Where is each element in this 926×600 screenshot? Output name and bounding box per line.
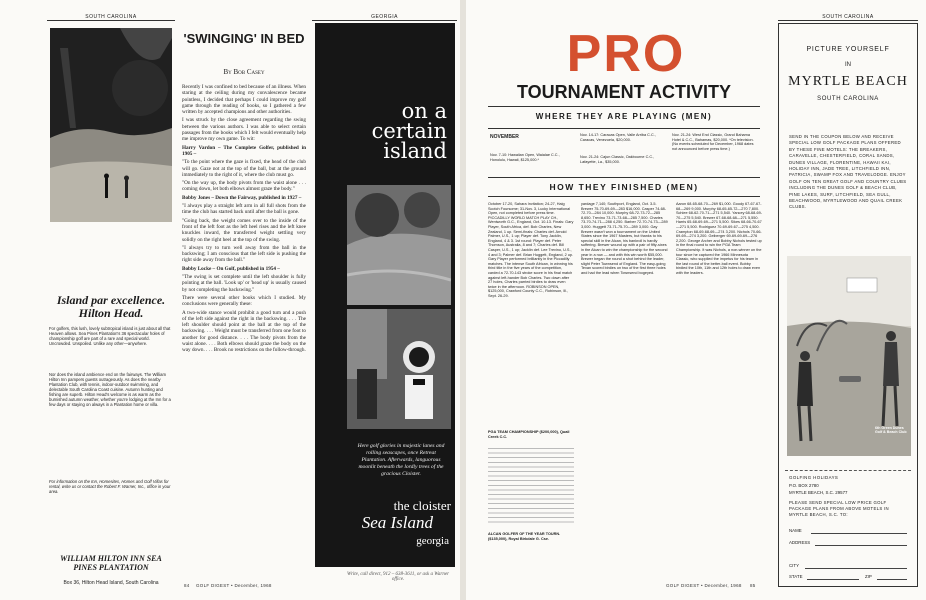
coupon-zip-field[interactable]	[877, 579, 907, 580]
coupon-state-label: STATE	[789, 574, 803, 579]
hilton-photo	[50, 28, 172, 222]
left-page-number: 84	[184, 583, 190, 588]
results-placeholder	[488, 446, 574, 524]
coupon-text: PLEASE SEND SPECIAL LOW PRICE GOLF PACKAGE PLANS FROM ABOVE MOTELS IN MYRTLE BEACH, S.C. TO:	[789, 500, 889, 517]
coupon-title: GOLFING HOLIDAYS	[789, 475, 839, 480]
right-footer-title: GOLF DIGEST • December, 1968	[666, 583, 742, 588]
left-page	[0, 0, 460, 600]
sea-island-state: georgia	[416, 535, 449, 547]
pro-title: TOURNAMENT ACTIVITY	[517, 82, 731, 102]
article-paragraph: "I always play a straight left arm in all full shots from the time the club has started back until after the ball is gone.	[182, 203, 306, 216]
coupon-city-label: CITY	[789, 563, 800, 568]
coupon-zip-label: ZIP	[865, 574, 872, 579]
myrtle-ad	[778, 14, 918, 594]
myrtle-header: SOUTH CAROLINA	[778, 14, 918, 21]
results-column-2: yardage 7,140; Southport, England, Oct. 3-5. Brewer 75-70-69-69—283 $16,000. Casper 74-68-72-70—284 10,000. Murphy 68-72-73-72—285 8,650. Trevino 73-71-73-68—285 7,500. Charles 73-70-74-71—288 4,250. Barber 72-70-74-73—289 3,000. Huggett 73-71-75-70—289 3,000. Gay Brewer wasn't won a tournament on the United States since the 1967 Masters, but thanks to his special skill in the Alcan, his bankroll is hardly suffering. Brewer wound up with a pair of fifty-sixes in the Alcan to win the championship for the second year in a row — and with this win worth $55,000. Brewer began the round a shot behind the leader, slight Peter Townsend of England. The easy-going Texan scored birdies on two of the first three holes and had the lead when Townsend bogeyed.	[581, 202, 668, 275]
article-paragraph: Recently I was confined to bed because of an illness. When staring at the ceiling during my convalescence became pointless, I decided that perhaps I could improve my golf game through the reading of books, so I gathered a few written by accepted champions and other authorities.	[182, 84, 306, 116]
article-paragraph: Bobby Jones – Down the Fairway, published in 1927 –	[182, 194, 302, 201]
myrtle-headline-2: IN	[845, 62, 851, 68]
pro-subtitle: WHERE THEY ARE PLAYING (MEN)	[535, 112, 713, 121]
right-page	[466, 0, 926, 600]
coupon-divider	[785, 470, 911, 471]
article-paragraph: "I always try to turn well away from the ball in the backswing; I am conscious that the left side is pushing the right side away from the ball."	[182, 244, 306, 264]
coupon-address-2: MYRTLE BEACH, S.C. 29577	[789, 490, 848, 495]
hilton-address: Box 36, Hilton Head Island, South Carolina	[63, 580, 159, 586]
hilton-body: For golfers, this lush, lovely subtropical island is just about all that Heaven allows. Sea Pines Plantation's 36 spectacular holes of championship golf are part of a rare and special world. Uncrowded. Unspoiled. Unlike any other—anywhere.	[49, 326, 171, 346]
article-title: 'SWINGING' IN BED	[183, 31, 305, 46]
article-paragraph: "On the way up, the body pivots from the waist alone . . . coming down, let both elbows almost graze the body."	[182, 180, 306, 193]
hilton-logo: WILLIAM HILTON INN SEA PINES PLANTATION	[60, 554, 162, 572]
article-paragraph: There were several other books which I studied. My conclusions were generally these:	[182, 294, 306, 308]
team-header: PGA TEAM CHAMPIONSHIP ($200,000), Quail Creek C.C.	[488, 430, 570, 439]
coupon-state-field[interactable]	[807, 579, 859, 580]
myrtle-box	[778, 23, 918, 587]
results-table-1	[488, 446, 574, 526]
myrtle-body: SEND IN THE COUPON BELOW AND RECEIVE SPECIAL LOW GOLF PACKAGE PLANS OFFERED BY THESE FINE MOTELS: THE BREAKERS, CARAVELLE, CHESTERFIELD, CORAL SANDS, DUNES VILLAGE, FLORENTINE, HAWAII KAI, HOLIDAY INN, JADE TREE, LITCHFIELD INN, PATRICIA, SWAMP FOX AND TRAVELODGE. ENJOY GOLF ON TEN GREAT GOLF AND COUNTRY CLUBS INCLUDING THE DUNES GOLF & BEACH CLUB, PINE LAKES, SURF, LITCHFIELD, SEA GULL, BEACHWOOD, MYRTLEWOOD AND QUAIL CREEK CLUBS.	[789, 134, 907, 210]
pro-big-title: PRO	[566, 25, 686, 83]
schedule-entry: Nov. 14-17: Caracas Open, Valle Arriba C.C., Caracas, Venezuela, $20,000.	[580, 133, 656, 142]
schedule-entry: Nov. 21-24: West End Classic, Grand Bahama Hotel & C.C., Bahamas, $20,000. *On television. (No events scheduled for December, 1968 dates not announced before press time.)	[672, 133, 754, 151]
sea-island-brand-script: Sea Island	[361, 513, 433, 532]
finished-title: HOW THEY FINISHED (MEN)	[549, 182, 699, 192]
hilton-headline: Island par excellence. Hilton Head.	[56, 293, 166, 320]
sea-island-photo-1	[347, 185, 451, 305]
myrtle-headline-3: MYRTLE BEACH	[788, 74, 908, 89]
article-body	[182, 84, 306, 588]
right-page-number: 85	[750, 583, 756, 588]
myrtle-photo-caption: 6th Green Dunes Golf & Beach Club	[875, 426, 907, 435]
hilton-body-3: For information on the Inn, Homesites, Homes and Golf Villas for rental, write us or contact the Robert F. Warner, Inc., office in your area.	[49, 479, 171, 494]
hilton-body-2: Nor does the island ambience end on the fairways. The William Hilton Inn pampers guests outrageously. As does the nearby Plantation Club, with tennis, indoor-outdoor swimming, and delectable South Carolina Coast cuisine. Autumn hunting and fishing are superb. Hilton Head's welcome is as warm as the burnished autumn weather, whether you're lodging at the Inn for a few days or staying on always in a Plantation home or villa.	[49, 372, 171, 407]
coupon-name-field[interactable]	[811, 533, 907, 534]
left-footer-title: GOLF DIGEST • December, 1968	[196, 583, 272, 588]
results-column-3: Aaron 68-65-68-70—269 $1,000. Goody 67-67-67-68—269 9,000. Murphy 68-65-65-72—270 7,800. Schlee 68-62-70-71—271 5,540. Yancey 68-68-69-70—275 5,540. Brewer 67-68-68-68—271 5,550. Harris 65-68-69-69—271 5,500. Sikes 68-66-70-67—271 5,500. Rodriguez 70-69-69-67—275 4,500. Crampton 68-69-68-69—274 3,200. Nichols 70-66-69-69—274 3,200. Geiberger 69-69-69-69—276 2,200. George Archer and Bobby Nichols tested up in the final round to win the PGA Team Championship. It was Nichols, a non-winner on the tour since he captured the 1966 Minnesota Classic, who supplied the impetus for his team in the last round of the better-ball event. Bobby birdied the 10th, 11th and 12th holes to draw even with the leaders.	[676, 202, 762, 275]
myrtle-headline-4: SOUTH CAROLINA	[817, 96, 879, 102]
coupon-name-label: NAME	[789, 528, 802, 533]
article-paragraph: Harry Vardon – The Complete Golfer, published in 1905 –	[182, 144, 306, 157]
article-paragraph: Bobby Locke – On Golf, published in 1954 –	[182, 265, 280, 272]
schedule-box	[488, 128, 760, 178]
article-paragraph: A two-wide stance would prohibit a good turn and a push of the left side against the right in the backswing. . . . The left shoulder should point at the ball at the top of the backswing. . . . Weight must be transferred from one foot to another for good distance. . . . The body pivots from the waist alone. . . . Both elbows should graze the body on the way down. . . . Brook no restrictions on the follow-through.	[182, 309, 306, 354]
schedule-month: NOVEMBER	[490, 134, 519, 140]
article-paragraph: I was struck by the close agreement regarding the swing between the various authors. I was able to select certain passages from the books which I felt would eventually help me improve my own game. To wit:	[182, 117, 306, 143]
sea-island-caption: Here golf glories in majestic lanes and rolling seascapes, once Retreat Plantation. Afterwards, languorous moonlit beneath the lordly trees of the gracious Cloister.	[357, 443, 445, 477]
sea-island-photo-2	[347, 309, 451, 429]
sea-island-ad	[312, 14, 457, 594]
alcan-header: ALCAN GOLFER OF THE YEAR TOURN. ($135,000), Royal Birkdale G. Cse.	[488, 532, 561, 541]
schedule-entry: Nov. 21-24: Cajun Classic, Oakbourne C.C., Lafayette, La., $35,000.	[580, 155, 655, 164]
sea-island-tagline: on a certain island	[371, 99, 447, 163]
article-paragraph: "To the point where the gaze is fixed, the head of the club will go. Gaze not at the top of the ball, but at the ground immediately to the right of it, where the club must go.	[182, 159, 306, 178]
coupon-address-1: P.O. BOX 2780	[789, 483, 819, 488]
hilton-ad	[47, 14, 177, 594]
coupon-address-field[interactable]	[815, 545, 907, 546]
sea-island-panel	[315, 23, 455, 567]
hilton-ad-header: SOUTH CAROLINA	[47, 14, 175, 21]
coupon-city-field[interactable]	[805, 568, 907, 569]
schedule-entry: Nov. 7-10: Hawaiian Open, Waialae C.C., Honolulu, Hawaii, $125,000.*	[490, 153, 560, 162]
sea-island-contact: Write, call direct, 912 – 638-3611, or ask a Warner office.	[346, 572, 450, 582]
pro-divider-mid	[488, 196, 760, 197]
sea-island-header: GEORGIA	[312, 14, 457, 21]
article-paragraph: "Going back, the weight comes over to the inside of the front of the left foot as the left heel rises and the left knee knuckles inward, the transferred weight settling very solidly on the right heel at the top of the swing.	[182, 217, 306, 243]
pro-divider-top	[488, 106, 760, 107]
myrtle-headline-1: PICTURE YOURSELF	[806, 46, 890, 53]
sea-island-brand: the cloister	[393, 498, 451, 513]
coupon-address-label: ADDRESS	[789, 540, 811, 545]
swinging-article	[182, 14, 306, 594]
results-column-1: October 17-20, Sahara Invitation; 24-27, Haig Scotch Foursome; 31-Nov. 3, Lucky International Open, not completed before press time. PICCADILLY WORLD MATCH PLAY CH., Wentworth G.C., England, Oct. 10-13. Finals: Gary Player, South Africa, def. Bob Charles, New Zealand, 1 up. Semi-finals: Charles def. Arnold Palmer, U.S., 1 up; Player def. Tony Jacklin, England, 4 & 3. 1st round: Player def. Peter Thomson, Australia, 8 and 7; Charles def. Bill Casper, U.S., 1 up; Jacklin def. Lee Trevino, U.S., 4 and 3; Palmer def. Brian Huggett, England, 2 up. Gary Player performed brilliantly in the Piccadilly matches. The intense South African, in winning his third title in the five years of the competition, carded a 72-70-143 stroke score in his final match against left-hander Bob Charles. Two down after 27 holes, Charles parried birdies to draw even twice in the afternoon. ROBINSON OPEN, $125,000, Crawford County C.C., Robinson, Ill., Sept. 26-29.	[488, 202, 574, 298]
article-paragraph: "The swing is set complete until the left shoulder is fully pointing at the ball. 'Look up' or 'head up' is usually caused by not completing the backswing."	[182, 274, 306, 293]
article-byline: By Bob Casey	[223, 68, 265, 76]
